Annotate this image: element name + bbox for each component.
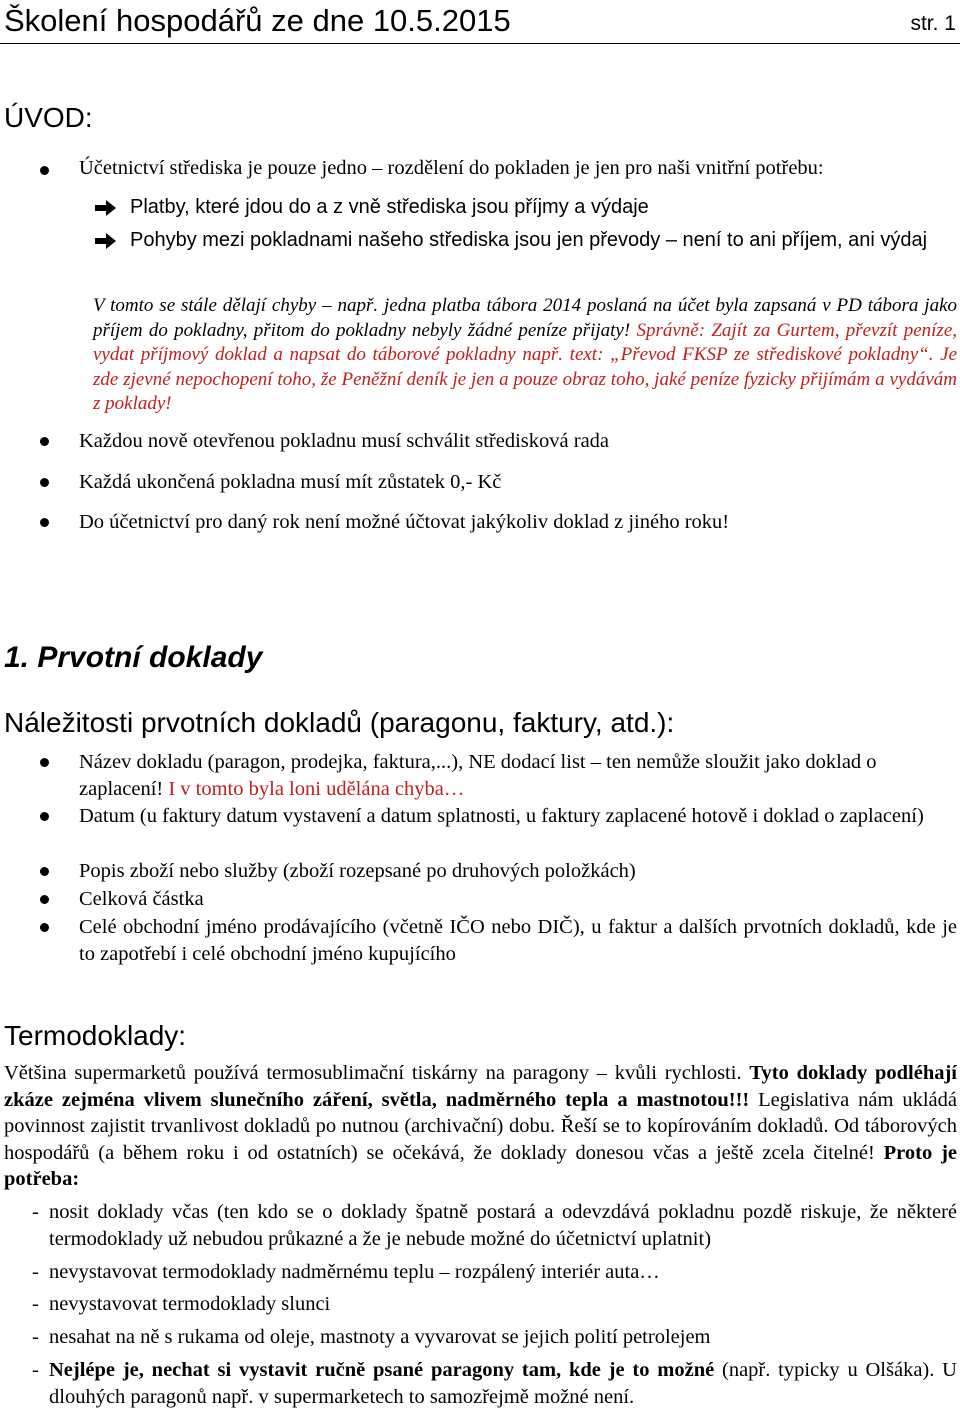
intro-note-warning: V tomto se stále dělají chyby – např. jedna platba tábora 2014 poslaná na účet byla zapsaná v PD tábora jako příjem do pokladny, přitom do pokladny nebyly žádné peníze přijaty! <box>93 295 957 341</box>
dash-marker: - <box>32 1293 39 1315</box>
intro-note-correction: Správně: Zajít za Gurtem, převzít peníze, vydat příjmový doklad a napsat do táborové pokladny např. text: „Převod FKSP ze střediskové pokladny“. Je zde zjevné nepochopení toho, že Peněžní deník je jen a pouze obraz toho, jaké peníze fyzicky přijímám a vydávám z poklady! <box>93 319 958 415</box>
intro-bullet-2: Každou nově otevřenou pokladnu musí schválit středisková rada <box>79 430 610 452</box>
page-number: str. 1 <box>910 12 956 35</box>
section-heading: 1. Prvotní doklady <box>4 641 263 674</box>
termo-rule-1: nosit doklady včas (ten kdo se o doklady špatně postará a odevzdává pokladnu pozdě riskuje, že některé termodoklady už nebudou průkazné a že je nebude možné do účetnictví uplatnit) <box>49 1201 957 1250</box>
termo-heading: Termodoklady: <box>4 1020 187 1051</box>
doc-requirement-1 <box>79 749 915 802</box>
bullet-icon <box>40 812 49 821</box>
document-title: Školení hospodářů ze dne 10.5.2015 <box>4 3 511 38</box>
arrow-right-icon <box>95 199 117 217</box>
intro-arrow-item-1: Platby, které jdou do a z vně střediska jsou příjmy a výdaje <box>130 196 649 218</box>
intro-bullet-4: Do účetnictví pro daný rok není možné účtovat jakýkoliv doklad z jiného roku! <box>79 511 730 533</box>
termo-rule-5-emphasis: Nejlépe je, nechat si vystavit ručně psané paragony tam, kde je to možné <box>49 1359 715 1381</box>
bullet-icon <box>40 758 49 767</box>
bullet-icon <box>40 437 49 446</box>
intro-bullet-1: Účetnictví střediska je pouze jedno – rozdělení do pokladen je jen pro naši vnitřní potřebu: <box>79 157 824 179</box>
termo-rule-2: nevystavovat termodoklady nadměrnému teplu – rozpálený interiér auta… <box>49 1261 660 1283</box>
bullet-icon <box>40 478 49 487</box>
intro-heading: ÚVOD: <box>4 102 93 133</box>
bullet-icon <box>40 166 49 175</box>
termo-rule-5-text: (např. typicky u Olšáka). U dlouhých paragonů např. v supermarketech to samozřejmě možné není. <box>49 1359 957 1408</box>
doc-requirement-3: Popis zboží nebo služby (zboží rozepsané po druhových položkách) <box>79 860 636 882</box>
page-header <box>0 0 960 44</box>
dash-marker: - <box>32 1359 39 1381</box>
bullet-icon <box>40 923 49 932</box>
termo-intro: Většina supermarketů používá termosublimační tiskárny na paragony – kvůli rychlosti. <box>4 1062 742 1084</box>
dash-marker: - <box>32 1261 39 1283</box>
termo-requirements-lead: Proto je potřeba: <box>4 1141 957 1190</box>
doc-requirement-4: Celková částka <box>79 888 204 910</box>
termo-legislation: Legislativa nám ukládá povinnost zajistit trvanlivost dokladů po nutnou (archivační) dobu. Řeší se to kopírováním dokladů. Od táborových hospodářů (a během roku i od ostatních) se očekává, že doklady donesou včas a ještě zcela čitelné! <box>4 1088 957 1164</box>
doc-requirement-1-text: Název dokladu (paragon, prodejka, faktura,...), NE dodací list – ten nemůže sloužit jako doklad o zaplacení! <box>79 751 877 800</box>
termo-rule-3: nevystavovat termodoklady slunci <box>49 1293 331 1315</box>
termo-warning: Tyto doklady podléhají zkáze zejména vlivem slunečního záření, světla, nadměrného tepla a mastnotou!!! <box>4 1062 957 1111</box>
arrow-right-icon <box>95 232 117 250</box>
intro-note <box>93 294 957 417</box>
doc-requirement-5: Celé obchodní jméno prodávajícího (včetně IČO nebo DIČ), u faktur a dalších prvotních dokladů, kde je to zapotřebí i celé obchodní jméno kupujícího <box>79 916 957 965</box>
bullet-icon <box>40 867 49 876</box>
doc-requirement-1-note: I v tomto byla loni udělána chyba… <box>168 777 465 800</box>
dash-marker: - <box>32 1201 39 1223</box>
intro-bullet-3: Každá ukončená pokladna musí mít zůstatek 0,- Kč <box>79 471 502 493</box>
section-subheading: Náležitosti prvotních dokladů (paragonu, faktury, atd.): <box>4 707 675 738</box>
bullet-icon <box>40 518 49 527</box>
termo-rule-5 <box>49 1357 957 1410</box>
bullet-icon <box>40 895 49 904</box>
termo-paragraph <box>4 1060 957 1193</box>
doc-requirement-2: Datum (u faktury datum vystavení a datum splatnosti, u faktury zaplacené hotově i doklad o zaplacení) <box>79 805 924 827</box>
intro-arrow-item-2: Pohyby mezi pokladnami našeho střediska jsou jen převody – není to ani příjem, ani výdaj <box>130 229 928 251</box>
dash-marker: - <box>32 1326 39 1348</box>
termo-rule-4: nesahat na ně s rukama od oleje, mastnoty a vyvarovat se jejich polití petrolejem <box>49 1326 711 1348</box>
